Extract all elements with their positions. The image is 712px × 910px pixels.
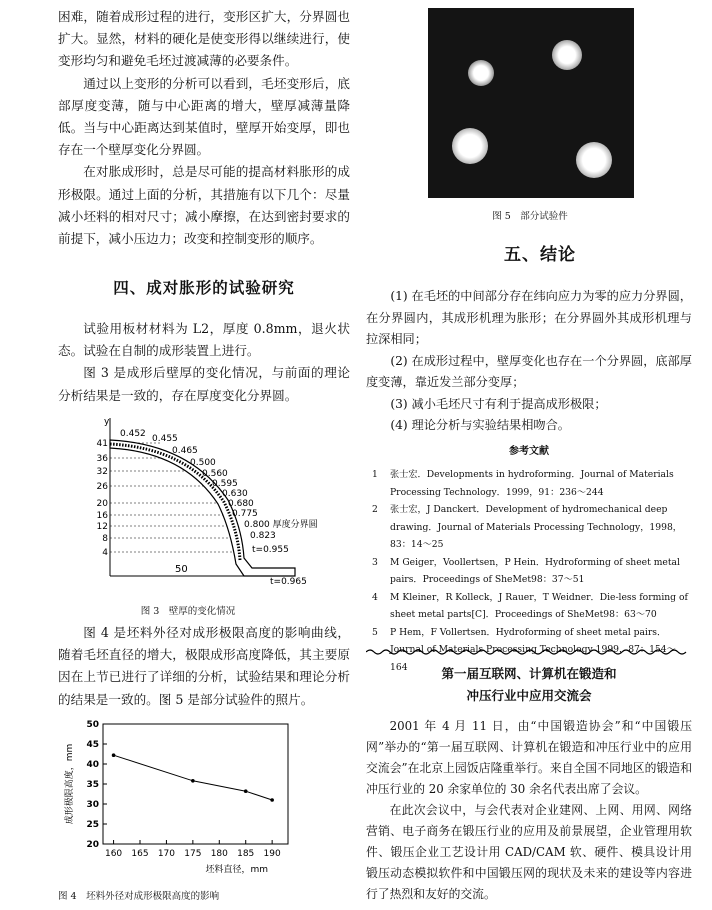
x-tick-label: 180 (210, 849, 228, 859)
news-paragraph: 2001 年 4 月 11 日，由“中国锻造协会”和“中国锻压网”举办的“第一届互联网、计算机在锻造和冲压行业中的应用交流会”在北京上园饭店隆重举行。来自全国不同地区的锻造和冲压行业的 20 余家单位的 30 余名代表出席了会议。 (366, 719, 692, 796)
thickness-label: 0.775 (232, 509, 258, 519)
y-tick: 20 (96, 499, 108, 509)
data-point (112, 753, 116, 757)
y-tick: 26 (96, 482, 108, 492)
specimen-blob (452, 128, 488, 164)
y-axis-label: y (104, 417, 110, 427)
y-tick: 12 (96, 522, 108, 532)
reference-item: 4 M Kleiner，R Kolleck，J Rauer，T Weidner．Die-less forming of sheet metal parts[C]．Proceedings of SheMet98：63～70 (372, 591, 688, 620)
thickness-boundary-label: 0.800 厚度分界圆 (244, 520, 318, 530)
figure-5-caption: 图 5 部分试验件 (492, 211, 568, 222)
conclusion-item: (3) 减小毛坯尺寸有利于提高成形极限； (390, 396, 607, 411)
figure-3-wall-thickness (80, 408, 350, 588)
news-paragraph: 在此次会议中，与会代表对企业建网、上网、用网、网络营销、电子商务在锻压行业的应用及前景展望，企业管理用软件、锻压企业工艺设计用 CAD/CAM 软、硬件、模具设计用锻压动态模拟软件和中国锻压网的现状及未来的建设等内容进行了热烈和友好的交流。 (366, 803, 692, 901)
reference-item: 5 P Hem，F Vollertsen．Hydroforming of sheet metal pairs．Journal of Materials Processing Technology 1999，87：154～164 (372, 626, 676, 673)
section-heading-4: 四、成对胀形的试验研究 (113, 279, 295, 297)
news-title-line-1: 第一届互联网、计算机在锻造和 (441, 666, 617, 681)
reference-item: 3 M Geiger，Voollertsen，P Hein．Hydroforming of sheet metal pairs．Proceedings of SheMet98：37～51 (372, 556, 680, 585)
conclusion-item: (1) 在毛坯的中间部分存在纬向应力为零的应力分界圆，在分界圆内，其成形机理为胀形；在分界圆外其成形机理与拉深相同； (366, 289, 692, 346)
thickness-label: t=0.965 (270, 577, 307, 587)
x-tick-label: 190 (263, 849, 281, 859)
y-tick: 4 (102, 548, 108, 558)
figure-4-chart (58, 714, 318, 874)
y-tick: 16 (96, 511, 108, 521)
left-column-mid (58, 318, 350, 407)
y-tick-label: 35 (86, 780, 99, 790)
wave-divider (366, 648, 692, 656)
thickness-label: t=0.955 (252, 545, 289, 555)
paragraph: 困难，随着成形过程的进行，变形区扩大，分界圆也扩大。显然，材料的硬化是使变形得以继续进行，使变形均匀和避免毛坯过渡减薄的必要条件。 (58, 9, 350, 69)
paragraph: 在对胀成形时，总是尽可能的提高材料胀形的成形极限。通过上面的分析，其措施有以下几个：尽量减小坯料的相对尺寸；减小摩擦，在达到密封要求的前提下，减小压边力；改变和控制变形的顺序。 (58, 164, 350, 247)
y-tick: 32 (96, 467, 108, 477)
specimen-blob (468, 60, 494, 86)
x-axis-label: 坯料直径，mm (205, 865, 268, 874)
y-tick-label: 40 (86, 760, 99, 770)
thickness-label: 0.455 (152, 434, 178, 444)
data-point (244, 789, 248, 793)
conclusions (366, 286, 692, 437)
conclusion-item: (2) 在成形过程中，壁厚变化也存在一个分界圆，底部厚度变薄，靠近发兰部分变厚； (366, 353, 692, 389)
left-column-bottom (58, 622, 350, 711)
paragraph: 图 4 是坯料外径对成形极限高度的影响曲线，随着毛坯直径的增大，极限成形高度降低，其主要原因在上节已进行了详细的分析，试验结果和理论分析的结果是一致的。图 5 是部分试验件的照片。 (58, 625, 350, 707)
data-point (270, 798, 274, 802)
left-column-top (58, 6, 350, 250)
y-tick-label: 50 (86, 720, 99, 730)
specimen-blob (576, 142, 612, 178)
y-tick: 8 (102, 534, 108, 544)
data-point (191, 779, 195, 783)
x-tick-label: 175 (184, 849, 202, 859)
y-tick-label: 20 (86, 840, 99, 850)
thickness-label: 0.680 (228, 499, 254, 509)
thickness-label: 0.630 (222, 489, 248, 499)
x-tick-label: 185 (237, 849, 255, 859)
thickness-label: 0.560 (202, 469, 228, 479)
references-title: 参考文献 (509, 446, 549, 457)
y-tick: 41 (96, 439, 108, 449)
thickness-label: 0.823 (250, 531, 276, 541)
section-heading-5: 五、结论 (504, 245, 576, 265)
thickness-label: 0.452 (120, 429, 146, 439)
figure-3-caption: 图 3 壁厚的变化情况 (140, 606, 236, 617)
y-tick-label: 30 (86, 800, 99, 810)
paragraph: 图 3 是成形后壁厚的变化情况，与前面的理论分析结果是一致的，存在厚度变化分界圆。 (58, 365, 350, 403)
thickness-label: 0.595 (212, 479, 238, 489)
thickness-label: 0.500 (190, 458, 216, 468)
x-tick-label: 165 (131, 849, 149, 859)
figure-5-photo (428, 8, 634, 198)
references-list (372, 466, 692, 676)
paragraph: 通过以上变形的分析可以看到，毛坯变形后，底部厚度变薄，随与中心距离的增大，壁厚减薄量降低。当与中心距离达到某值时，壁厚开始变厚，即也存在一个壁厚变化分界圆。 (58, 75, 350, 158)
figure-4-caption: 图 4 坯料外径对成形极限高度的影响 (58, 891, 220, 902)
y-axis-label: 成形极限高度，mm (65, 743, 75, 825)
x-tick-label: 170 (157, 849, 176, 859)
news-title-line-2: 冲压行业中应用交流会 (466, 688, 592, 703)
base-dimension-label: 50 (175, 564, 188, 575)
series-line (114, 755, 273, 800)
conclusion-item: (4) 理论分析与实验结果相吻合。 (390, 418, 570, 432)
y-tick-label: 25 (86, 820, 99, 830)
specimen-blob (552, 40, 582, 70)
y-tick: 36 (96, 454, 108, 464)
news-body (366, 716, 692, 905)
thickness-label: 0.465 (172, 446, 198, 456)
paragraph: 试验用板材材料为 L2，厚度 0.8mm，退火状态。试验在自制的成形装置上进行。 (58, 321, 350, 359)
x-tick-label: 160 (104, 849, 123, 859)
reference-item: 2 张士宏，J Danckert．Development of hydromechanical deep drawing．Journal of Materials Processing Technology，1998，83：14～25 (372, 504, 682, 550)
plot-frame (103, 724, 288, 844)
y-tick-label: 45 (86, 740, 99, 750)
reference-item: 1 张士宏．Developments in hydroforming．Journal of Materials Processing Technology．1999，91：236～244 (372, 469, 674, 498)
